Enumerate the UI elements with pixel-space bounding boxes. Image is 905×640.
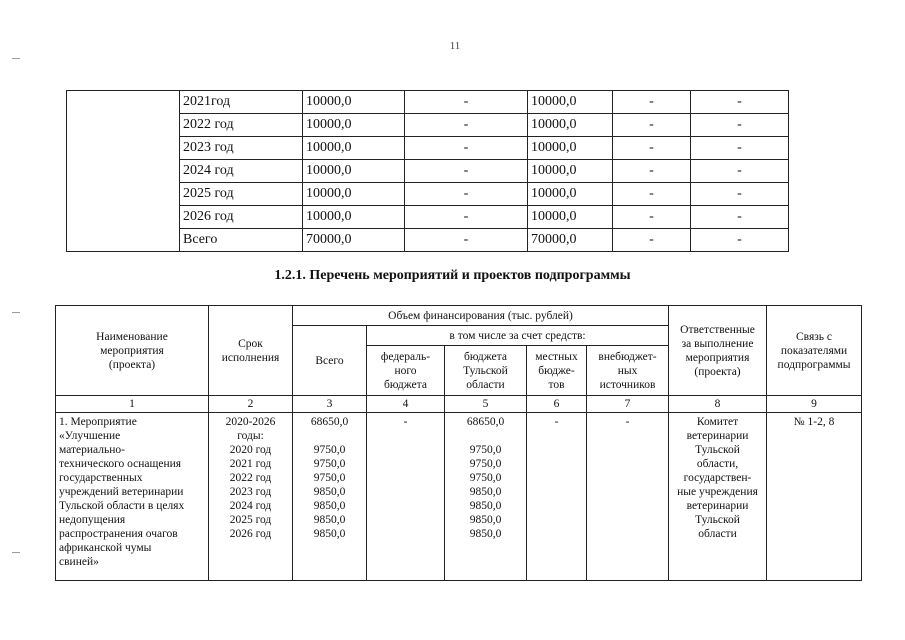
total-cell: 10000,0 xyxy=(303,160,405,183)
text-line: 9850,0 xyxy=(313,514,346,526)
local-cell: - xyxy=(613,137,691,160)
text-line: мероприятия xyxy=(685,351,750,364)
activity-federal: - xyxy=(367,413,445,581)
total-cell: 10000,0 xyxy=(303,114,405,137)
text-line: технического оснащения xyxy=(59,458,182,470)
text-line: 2022 год xyxy=(229,472,272,484)
column-number: 6 xyxy=(527,396,587,413)
header-federal xyxy=(367,346,445,396)
extra-cell: - xyxy=(691,91,789,114)
text-line: за выполнение xyxy=(681,337,754,350)
total-cell: 10000,0 xyxy=(303,183,405,206)
text-line: Ответственные xyxy=(680,323,755,336)
activity-term xyxy=(209,413,293,581)
regional-cell: 10000,0 xyxy=(528,206,613,229)
activity-local: - xyxy=(527,413,587,581)
header-total: Всего xyxy=(293,326,367,396)
text-line: внебюджет- xyxy=(598,350,657,363)
total-cell: 10000,0 xyxy=(303,137,405,160)
text-line: (проекта) xyxy=(694,365,741,378)
text-line: 9750,0 xyxy=(313,458,346,470)
header-link xyxy=(767,306,862,396)
text-line: области xyxy=(698,528,737,540)
header-term xyxy=(209,306,293,396)
text-line: ные учреждения xyxy=(677,486,758,498)
column-number: 7 xyxy=(587,396,669,413)
activity-regional xyxy=(445,413,527,581)
extra-cell: - xyxy=(691,114,789,137)
text-line: Тульской области в целях xyxy=(59,500,185,512)
text-line: федераль- xyxy=(380,350,431,363)
year-cell: 2025 год xyxy=(180,183,303,206)
page-number: 11 xyxy=(449,40,461,52)
text-line: 9850,0 xyxy=(313,528,346,540)
margin-mark xyxy=(12,552,20,553)
text-line: распространения очагов xyxy=(59,528,178,540)
text-line: 9750,0 xyxy=(469,472,502,484)
regional-cell: 10000,0 xyxy=(528,91,613,114)
text-line: 1. Мероприятие xyxy=(59,416,137,428)
federal-cell: - xyxy=(405,160,528,183)
header-funding: Объем финансирования (тыс. рублей) xyxy=(293,306,669,326)
header-responsible xyxy=(669,306,767,396)
margin-mark xyxy=(12,58,20,59)
text-line: 2023 год xyxy=(229,486,272,498)
text-line: 9750,0 xyxy=(469,458,502,470)
column-number: 5 xyxy=(445,396,527,413)
text-line: учреждений ветеринарии xyxy=(59,486,184,498)
text-line: 2024 год xyxy=(229,500,272,512)
year-cell: 2021год xyxy=(180,91,303,114)
regional-cell: 10000,0 xyxy=(528,160,613,183)
activity-responsible xyxy=(669,413,767,581)
text-line: исполнения xyxy=(221,351,280,364)
column-number: 8 xyxy=(669,396,767,413)
year-cell: 2022 год xyxy=(180,114,303,137)
federal-cell: - xyxy=(405,137,528,160)
text-line: свиней» xyxy=(59,556,99,568)
text-line: показателями xyxy=(780,344,848,357)
text-line: области, xyxy=(696,458,739,470)
empty-cell xyxy=(67,91,180,252)
table-row xyxy=(67,91,789,114)
year-cell: 2026 год xyxy=(180,206,303,229)
text-line: 9750,0 xyxy=(313,472,346,484)
federal-cell: - xyxy=(405,91,528,114)
text-line: бюджета xyxy=(384,378,427,391)
extra-cell: - xyxy=(691,160,789,183)
text-line: области xyxy=(466,378,505,391)
text-line: государственных xyxy=(59,472,143,484)
extra-cell: - xyxy=(691,229,789,252)
text-line: (проекта) xyxy=(108,358,156,371)
text-line: ветеринарии xyxy=(686,500,749,512)
total-cell: 10000,0 xyxy=(303,91,405,114)
text-line: 9850,0 xyxy=(313,486,346,498)
text-line: 68650,0 xyxy=(466,416,505,428)
local-cell: - xyxy=(613,229,691,252)
text-line: государствен- xyxy=(683,472,752,484)
text-line: бюдже- xyxy=(538,364,575,377)
text-line: 2020 год xyxy=(229,444,272,456)
header-regional xyxy=(445,346,527,396)
total-cell: 70000,0 xyxy=(303,229,405,252)
text-line: местных xyxy=(535,350,578,363)
text-line: Тульской xyxy=(695,444,740,456)
regional-cell: 10000,0 xyxy=(528,183,613,206)
regional-cell: 70000,0 xyxy=(528,229,613,252)
column-number: 3 xyxy=(293,396,367,413)
header-local xyxy=(527,346,587,396)
column-number: 9 xyxy=(767,396,862,413)
text-line: ного xyxy=(394,364,417,377)
text-line: 9850,0 xyxy=(313,500,346,512)
text-line: 9850,0 xyxy=(469,500,502,512)
extra-cell: - xyxy=(691,137,789,160)
text-line: годы: xyxy=(237,430,264,442)
year-cell: 2024 год xyxy=(180,160,303,183)
text-line: тов xyxy=(548,378,565,391)
text-line: подпрограммы xyxy=(777,358,851,371)
text-line: 9850,0 xyxy=(469,514,502,526)
year-cell: 2023 год xyxy=(180,137,303,160)
text-line: материально- xyxy=(59,444,125,456)
text-line: Наименование xyxy=(96,330,168,343)
federal-cell: - xyxy=(405,114,528,137)
activity-link: № 1-2, 8 xyxy=(767,413,862,581)
local-cell: - xyxy=(613,160,691,183)
regional-cell: 10000,0 xyxy=(528,114,613,137)
text-line: 9850,0 xyxy=(469,528,502,540)
text-line: Комитет xyxy=(696,416,739,428)
text-line: источников xyxy=(599,378,656,391)
federal-cell: - xyxy=(405,206,528,229)
text-line xyxy=(448,429,523,443)
text-line: 2020-2026 xyxy=(225,416,276,428)
text-line: 9850,0 xyxy=(469,486,502,498)
text-line: 2021 год xyxy=(229,458,272,470)
text-line xyxy=(296,429,363,443)
funding-by-year-table xyxy=(66,90,789,252)
text-line: африканской чумы xyxy=(59,542,152,554)
header-name xyxy=(56,306,209,396)
text-line: Тульской xyxy=(695,514,740,526)
header-extra xyxy=(587,346,669,396)
extra-cell: - xyxy=(691,206,789,229)
text-line: 9750,0 xyxy=(469,444,502,456)
activities-table xyxy=(55,305,862,581)
text-line: ветеринарии xyxy=(686,430,749,442)
text-line: мероприятия xyxy=(100,344,164,357)
text-line: ных xyxy=(617,364,638,377)
local-cell: - xyxy=(613,183,691,206)
text-line: 68650,0 xyxy=(310,416,349,428)
text-line: 2026 год xyxy=(229,528,272,540)
federal-cell: - xyxy=(405,229,528,252)
text-line: недопущения xyxy=(59,514,126,526)
total-cell: 10000,0 xyxy=(303,206,405,229)
column-number: 4 xyxy=(367,396,445,413)
activity-total xyxy=(293,413,367,581)
local-cell: - xyxy=(613,206,691,229)
text-line: «Улучшение xyxy=(59,430,121,442)
text-line: Срок xyxy=(238,337,263,350)
activity-name xyxy=(56,413,209,581)
text-line: Связь с xyxy=(796,330,833,343)
extra-cell: - xyxy=(691,183,789,206)
year-cell: Всего xyxy=(180,229,303,252)
header-including: в том числе за счет средств: xyxy=(367,326,669,346)
text-line: 9750,0 xyxy=(313,444,346,456)
margin-mark xyxy=(12,312,20,313)
text-line: 2025 год xyxy=(229,514,272,526)
local-cell: - xyxy=(613,114,691,137)
local-cell: - xyxy=(613,91,691,114)
column-number: 1 xyxy=(56,396,209,413)
column-number: 2 xyxy=(209,396,293,413)
section-title: 1.2.1. Перечень мероприятий и проектов подпрограммы xyxy=(274,268,631,283)
activity-extra: - xyxy=(587,413,669,581)
text-line: бюджета xyxy=(464,350,507,363)
federal-cell: - xyxy=(405,183,528,206)
text-line: Тульской xyxy=(463,364,508,377)
regional-cell: 10000,0 xyxy=(528,137,613,160)
